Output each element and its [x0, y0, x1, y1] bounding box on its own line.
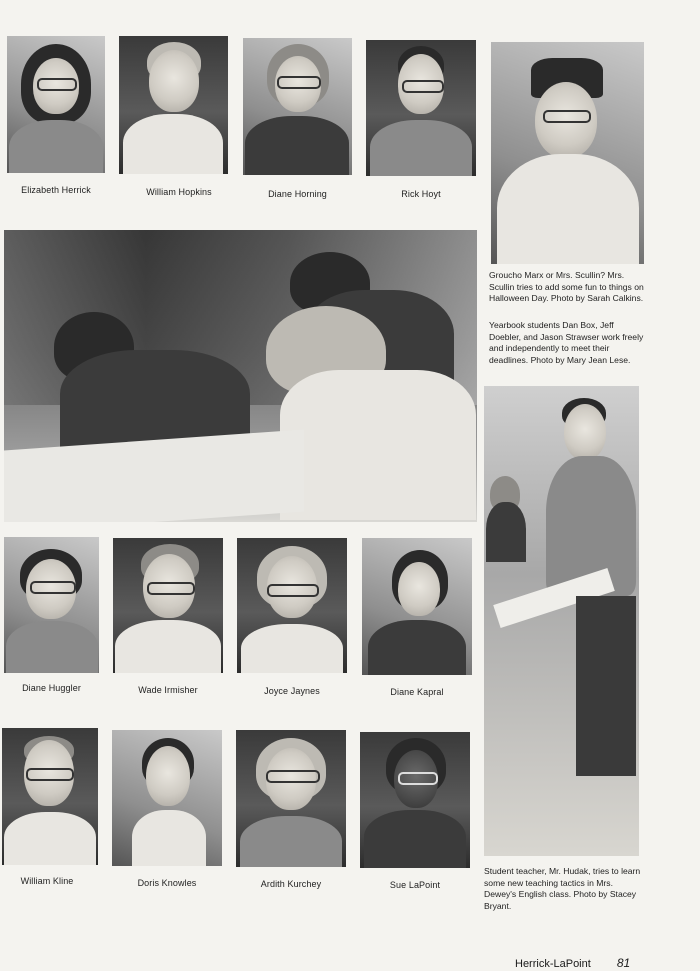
caption-yearbook: Yearbook students Dan Box, Jeff Doebler, and Jason Strawser work freely and independently to meet their deadlines. Photo by Mary Jean Lese.: [489, 320, 644, 365]
photo-yearbook-students: [4, 230, 477, 522]
portrait-william-hopkins: [119, 36, 228, 174]
name-label: Diane Huggler: [22, 683, 81, 693]
section-title: Herrick-LaPoint: [515, 958, 591, 970]
name-label: Diane Kapral: [390, 687, 444, 697]
portrait-wade-irmisher: [113, 538, 223, 673]
portrait-joyce-jaynes: [237, 538, 347, 673]
name-label: Ardith Kurchey: [260, 879, 322, 889]
caption-groucho: Groucho Marx or Mrs. Scullin? Mrs. Scullin tries to add some fun to things on Halloween Day. Photo by Sarah Calkins.: [489, 270, 644, 304]
photo-halloween-groucho: [491, 42, 644, 264]
name-label: William Kline: [20, 876, 74, 886]
portrait-diane-huggler: [4, 537, 99, 673]
portrait-william-kline: [2, 728, 98, 865]
portrait-diane-horning: [243, 38, 352, 175]
portrait-diane-kapral: [362, 538, 472, 675]
portrait-elizabeth-herrick: [7, 36, 105, 173]
portrait-ardith-kurchey: [236, 730, 346, 867]
page-footer: [515, 956, 630, 970]
name-label: Wade Irmisher: [138, 685, 198, 695]
name-label: Joyce Jaynes: [264, 686, 320, 696]
name-label: Doris Knowles: [137, 878, 197, 888]
name-label: Rick Hoyt: [401, 189, 441, 199]
page-number: 81: [616, 956, 631, 970]
portrait-doris-knowles: [112, 730, 222, 866]
name-label: Diane Horning: [268, 189, 327, 199]
photo-student-teacher: [484, 386, 639, 856]
portrait-rick-hoyt: [366, 40, 476, 176]
portrait-sue-lapoint: [360, 732, 470, 868]
name-label: Elizabeth Herrick: [21, 185, 91, 195]
name-label: Sue LaPoint: [389, 880, 441, 890]
caption-student-teacher: Student teacher, Mr. Hudak, tries to learn some new teaching tactics in Mrs. Dewey's English class. Photo by Stacey Bryant.: [484, 866, 641, 911]
name-label: William Hopkins: [146, 187, 212, 197]
